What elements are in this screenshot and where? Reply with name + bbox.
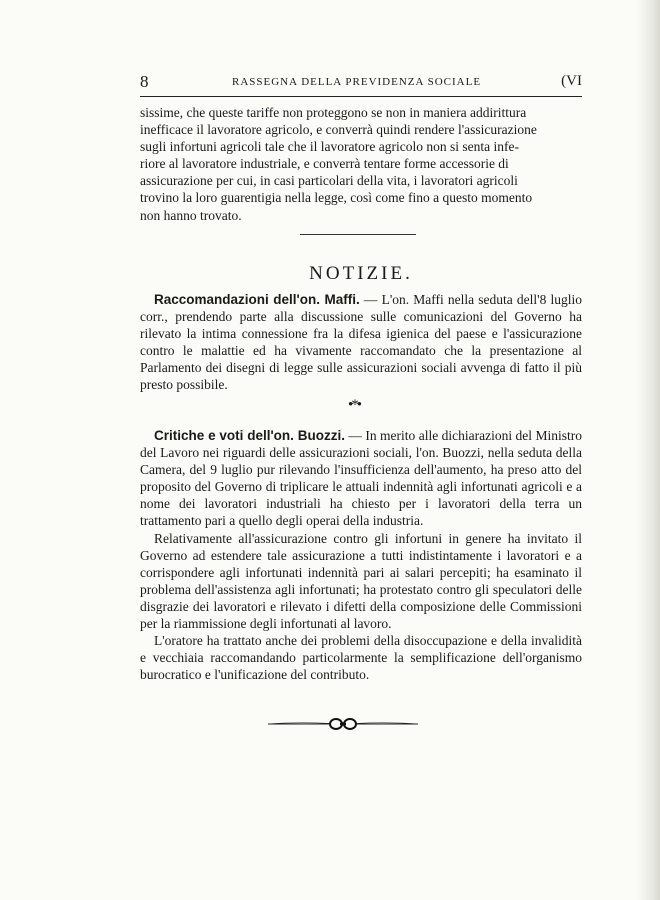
- asterism-ornament: •*•: [348, 397, 361, 413]
- intro-line: inefficace il lavoratore agricolo, e converrà quindi rendere l'assicurazione: [140, 122, 537, 138]
- running-title: RASSEGNA DELLA PREVIDENZA SOCIALE: [232, 76, 482, 88]
- notice-runin-title: Critiche e voti dell'on. Buozzi.: [154, 428, 345, 443]
- intro-paragraph: [140, 104, 582, 224]
- running-header: [140, 72, 582, 92]
- section-divider-rule: [300, 234, 416, 235]
- intro-line: sugli infortuni agricoli tale che il lavoratore agricolo non si senta infe-: [140, 139, 520, 155]
- end-ornament: [266, 715, 420, 733]
- intro-line: trovino la loro guarentigia nella legge, così come fino a questo momento: [140, 190, 533, 206]
- intro-line: assicurazione per cui, in casi particolari della vita, i lavoratori agricoli: [140, 173, 518, 189]
- notice-paragraph: L'oratore ha trattato anche dei problemi della disoccupazione e della invalidità e vecchiaia raccomandando particolarmente la semplificazione dell'organismo burocratico e l'unificazione del contributo.: [140, 633, 582, 683]
- section-heading: NOTIZIE.: [309, 263, 413, 284]
- intro-line: sissime, che queste tariffe non proteggono se non in maniera addirittura: [140, 105, 527, 120]
- header-rule: [140, 96, 582, 97]
- notice-text: — L'on. Maffi nella seduta dell'8 luglio corr., prendendo parte alla discussione sulle comunicazioni del Governo ha rilevato la intima connessione fra la difesa igienica del paese e l'assicurazione contro le malattie ed ha vivamente raccomandato che la presentazione al Parlamento dei disegni di legge sulle assicurazioni sociali avvenga di fatto il più presto possibile.: [140, 292, 583, 393]
- section-mark: (VI: [561, 73, 582, 89]
- page-number: 8: [140, 72, 149, 91]
- notice-buozzi: [140, 427, 582, 683]
- intro-line: riore al lavoratore industriale, e converrà tentare forme accessorie di: [140, 156, 509, 172]
- notice-paragraph: Relativamente all'assicurazione contro gli infortuni in genere ha invitato il Governo ad estendere tale assicurazione a tutti indistintamente i lavoratori e a corrispondere agli infortunati indennità pari ai salari percepiti; ha esaminato il problema dell'assistenza agli infortunati; ha protestato contro gli speculatori delle disgrazie dei lavoratori e rilevato i difetti della composizione delle Commissioni per la riammissione degli infortunati al lavoro.: [140, 530, 582, 632]
- notice-paragraph: [140, 291, 582, 394]
- intro-line: non hanno trovato.: [140, 207, 242, 223]
- notice-text: — In merito alle dichiarazioni del Ministro del Lavoro nei riguardi delle assicurazioni sociali, l'on. Buozzi, nella seduta della Camera, del 9 luglio pur rilevando l'insufficienza dell'aumento, ha preso atto del proposito del Governo di triplicare le attuali indennità agli infortunati agricoli e a nome dei lavoratori industriali ha chiesto per i lavoratori della terra un trattamento pari a quello degli operai della industria.: [140, 428, 582, 529]
- notice-maffi: [140, 291, 582, 394]
- page-edge-shadow: [636, 0, 660, 900]
- notice-paragraph: [140, 427, 582, 530]
- notice-runin-title: Raccomandazioni dell'on. Maffi.: [154, 292, 360, 307]
